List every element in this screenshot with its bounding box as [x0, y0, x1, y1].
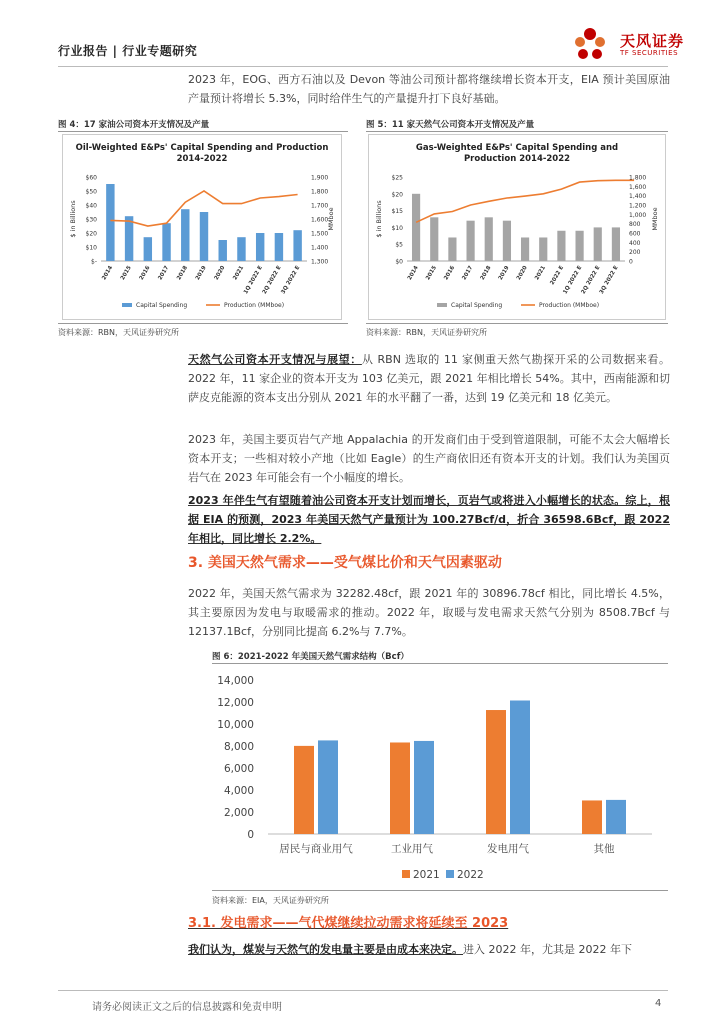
y2-tick-label: 1,800	[311, 188, 329, 196]
figure5-source: 资料来源：RBN，天风证券研究所	[366, 328, 488, 337]
capex-bar	[430, 217, 438, 261]
y2-tick-label: 0	[629, 258, 633, 266]
logo-en-text: TF SECURITIES	[620, 49, 679, 57]
y2-tick-label: 600	[629, 230, 641, 238]
intro-paragraph: 2023 年，EOG、西方石油以及 Devon 等油公司预计都将继续增长资本开支，EIA 预计美国原油产量预计将增长 5.3%，同时给伴生气的产量提升打下良好基础。	[188, 73, 670, 105]
production-line	[416, 180, 634, 222]
capex-bar	[219, 240, 227, 261]
y2-axis-label: MMboe	[651, 207, 659, 231]
y-tick-label: 6,000	[223, 763, 254, 775]
x-tick-label: 其他	[593, 843, 615, 855]
power-text: 进入 2022 年，尤其是 2022 年下	[463, 943, 632, 956]
x-tick-label: 2019	[497, 265, 511, 282]
y-tick-label: $0	[395, 258, 403, 266]
legend-label-production: Production (MMboe)	[539, 302, 600, 309]
x-tick-label: 2014	[101, 265, 115, 282]
x-tick-label: 2018	[479, 265, 493, 282]
x-tick-label: 2015	[425, 265, 438, 282]
y-tick-label: 8,000	[223, 741, 254, 753]
capex-bar	[293, 230, 301, 261]
y2-tick-label: 1,000	[629, 211, 647, 219]
y2-tick-label: 1,400	[629, 193, 647, 201]
capex-bar	[521, 237, 529, 261]
figure5-bottom-rule	[366, 323, 668, 324]
x-tick-label: 2Q 2022 E	[261, 265, 283, 296]
capex-bar	[256, 233, 264, 261]
capex-bar	[575, 231, 583, 261]
y-tick-label: 0	[247, 829, 254, 841]
bar-2022	[606, 800, 626, 834]
oil-chart	[63, 135, 341, 319]
y2-tick-label: 1,600	[311, 216, 329, 224]
y-tick-label: $15	[391, 208, 403, 216]
figure4-chart-frame	[62, 134, 342, 320]
x-tick-label: 居民与商业用气	[279, 843, 353, 855]
gas-capex-text: 从 RBN 选取的 11 家侧重天然气勘探开采的公司数据来看。2022 年，11 家企业的资本开支为 103 亿美元，跟 2021 年相比增长 54%。其中，西南能源和切萨皮克能源的资本支出分别从 2021 年的水平翻了一番，达到 19 亿美元和 18 亿美元。	[188, 353, 671, 404]
y-tick-label: $25	[391, 174, 403, 182]
x-tick-label: 2021	[232, 265, 246, 282]
logo-cn-text: 天风证券	[620, 32, 685, 50]
gas-chart	[369, 135, 665, 319]
bar-2022	[414, 741, 434, 834]
report-category: 行业报告 | 行业专题研究	[58, 44, 198, 58]
y-tick-label: 14,000	[217, 675, 254, 687]
chart-title-line2: 2014-2022	[176, 154, 228, 164]
x-tick-label: 2Q 2022 E	[580, 265, 602, 296]
y-tick-label: $-	[91, 258, 97, 266]
y2-tick-label: 1,300	[311, 258, 329, 266]
summary-text: 2023 年伴生气有望随着油公司资本开支计划而增长，页岩气或将进入小幅增长的状态。综上，根据 EIA 的预测，2023 年美国天然气产量预计为 100.27Bcf/d，折合 36598.6Bcf，跟 2022 年相比，同比增长 2.2%。	[188, 494, 670, 545]
x-tick-label: 3Q 2022 E	[280, 265, 302, 296]
figure6-bottom-rule	[212, 890, 668, 891]
y-tick-label: 2,000	[223, 807, 254, 819]
legend-label-capex: Capital Spending	[451, 302, 503, 309]
y-tick-label: $50	[85, 188, 97, 196]
bar-2021	[582, 800, 602, 834]
x-tick-label: 2014	[406, 265, 420, 282]
y2-tick-label: 200	[629, 249, 641, 257]
y-axis-label: $ in Billions	[69, 200, 77, 238]
x-tick-label: 工业用气	[391, 843, 433, 855]
x-tick-label: 2019	[194, 265, 208, 282]
capex-bar	[106, 184, 114, 261]
header-divider	[58, 66, 668, 67]
figure5-label: 图 5：11 家天然气公司资本开支情况及产量	[366, 120, 535, 130]
capex-bar	[181, 209, 189, 261]
x-tick-label: 2020	[213, 265, 227, 282]
bar-2021	[390, 742, 410, 834]
legend-swatch-capex	[122, 303, 132, 307]
y2-tick-label: 400	[629, 239, 641, 247]
power-paragraph	[188, 940, 670, 959]
y2-tick-label: 800	[629, 221, 641, 229]
figure6-top-rule	[212, 663, 668, 664]
y-tick-label: $30	[85, 216, 97, 224]
capex-bar	[485, 217, 493, 261]
x-tick-label: 1Q 2022 E	[562, 265, 584, 296]
appalachia-paragraph: 2023 年，美国主要页岩气产地 Appalachia 的开发商们由于受到管道限制，可能不太会大幅增长资本开支；一些相对较小产地（比如 Eagle）的生产商依旧还有资本开支的计划。我们认为美国页岩气在 2023 年可能会有一个小幅度的增长。	[188, 433, 670, 484]
legend-label-2021: 2021	[413, 869, 440, 881]
capex-bar	[125, 216, 133, 261]
page-number: 4	[655, 998, 662, 1009]
chart-title-line1: Gas-Weighted E&Ps' Capital Spending and	[415, 143, 619, 153]
y-tick-label: $10	[85, 244, 97, 252]
y2-tick-label: 1,800	[629, 174, 647, 182]
bar-2022	[318, 740, 338, 834]
y2-tick-label: 1,600	[629, 183, 647, 191]
x-tick-label: 2015	[119, 265, 133, 282]
gas-capex-lead: 天然气公司资本开支情况与展望：	[188, 353, 362, 366]
section3-title: 3. 美国天然气需求——受气煤比价和天气因素驱动	[188, 555, 502, 571]
chart-title-line2: Production 2014-2022	[463, 154, 571, 164]
capex-bar	[200, 212, 208, 261]
section31-title: 3.1. 发电需求——气代煤继续拉动需求将延续至 2023	[188, 916, 509, 931]
figure5-chart-frame	[368, 134, 666, 320]
capex-bar	[557, 231, 565, 261]
gas-capex-paragraph	[188, 350, 670, 407]
capex-bar	[539, 237, 547, 261]
footer-disclaimer: 请务必阅读正文之后的信息披露和免责申明	[92, 1002, 282, 1013]
figure6-source: 资料来源：EIA，天风证券研究所	[212, 896, 329, 905]
bar-2021	[294, 746, 314, 834]
y-tick-label: $20	[85, 230, 97, 238]
flower-logo-icon	[568, 24, 612, 64]
x-tick-label: 1Q 2022 E	[243, 265, 264, 296]
y-tick-label: 12,000	[217, 697, 254, 709]
figure4-top-rule	[58, 131, 348, 132]
x-tick-label: 2021	[534, 265, 547, 282]
demand-chart	[212, 666, 668, 886]
x-tick-label: 2017	[461, 265, 475, 282]
x-tick-label: 发电用气	[487, 843, 529, 855]
capex-bar	[612, 227, 620, 261]
legend-label-production: Production (MMboe)	[224, 302, 285, 309]
capex-bar	[237, 237, 245, 261]
y2-tick-label: 1,700	[311, 202, 329, 210]
figure4-source: 资料来源：RBN，天风证券研究所	[58, 328, 180, 337]
y-tick-label: $60	[85, 174, 97, 182]
capex-bar	[466, 221, 474, 261]
x-tick-label: 2022 E	[549, 265, 566, 287]
figure5-top-rule	[366, 131, 668, 132]
y2-tick-label: 1,400	[311, 244, 329, 252]
y-tick-label: $10	[391, 224, 403, 232]
x-tick-label: 2020	[515, 265, 529, 282]
figure4-label: 图 4：17 家油公司资本开支情况及产量	[58, 120, 210, 130]
y-tick-label: $20	[391, 191, 403, 199]
x-tick-label: 2017	[157, 265, 171, 282]
chart-title-line1: Oil-Weighted E&Ps' Capital Spending and Production	[75, 143, 329, 153]
capex-bar	[412, 194, 420, 261]
legend-label-capex: Capital Spending	[136, 302, 188, 309]
y-tick-label: 10,000	[217, 719, 254, 731]
bar-2022	[510, 700, 530, 834]
y-tick-label: $40	[85, 202, 97, 210]
footer-divider	[58, 990, 668, 991]
legend-swatch-capex	[437, 303, 447, 307]
capex-bar	[503, 221, 511, 261]
y-tick-label: 4,000	[223, 785, 254, 797]
y2-tick-label: 1,500	[311, 230, 329, 238]
legend-swatch-2022	[446, 870, 454, 878]
summary-paragraph	[188, 491, 670, 548]
y-tick-label: $5	[395, 241, 403, 249]
legend-swatch-2021	[402, 870, 410, 878]
demand-paragraph: 2022 年，美国天然气需求为 32282.48cf，跟 2021 年的 30896.78cf 相比，同比增长 4.5%，其主要原因为发电与取暖需求的推动。2022 年，取暖与发电需求天然气分别为 8508.7Bcf 与 12137.1Bcf，分别同比提高 6.2%与 7.7%。	[188, 587, 670, 638]
capex-bar	[144, 237, 152, 261]
y-axis-label: $ in Billions	[375, 200, 383, 238]
figure4-bottom-rule	[58, 323, 348, 324]
x-tick-label: 2018	[176, 265, 190, 282]
power-lead: 我们认为，煤炭与天然气的发电量主要是由成本来决定。	[188, 943, 463, 956]
figure6-label: 图 6：2021-2022 年美国天然气需求结构（Bcf）	[212, 652, 409, 662]
x-tick-label: 2016	[138, 265, 152, 282]
capex-bar	[275, 233, 283, 261]
y2-axis-label: MMboe	[327, 207, 335, 231]
capex-bar	[162, 223, 170, 261]
legend-label-2022: 2022	[457, 869, 484, 881]
figure6-chart-frame	[212, 666, 668, 886]
bar-2021	[486, 710, 506, 834]
y2-tick-label: 1,200	[629, 202, 647, 210]
x-tick-label: 3Q 2022 E	[598, 265, 620, 296]
capex-bar	[448, 237, 456, 261]
y2-tick-label: 1,900	[311, 174, 329, 182]
x-tick-label: 2016	[443, 265, 457, 282]
capex-bar	[594, 227, 602, 261]
